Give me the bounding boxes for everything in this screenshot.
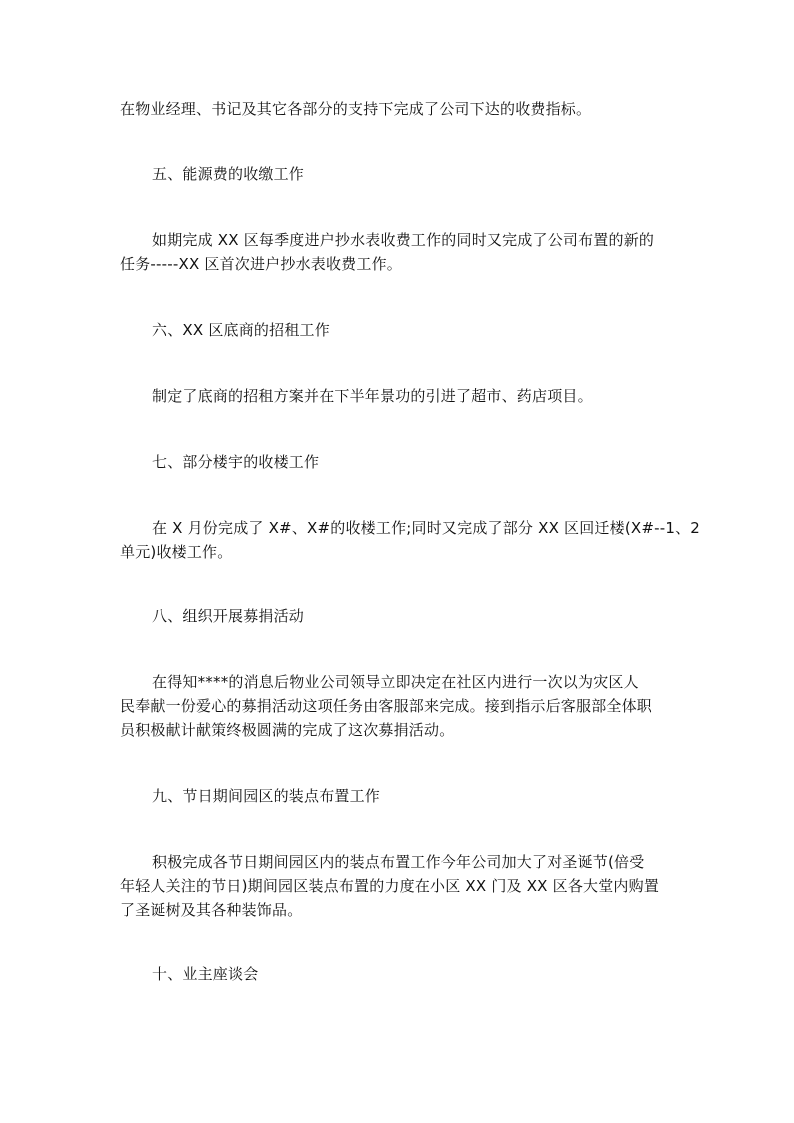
paragraph-donation-line-2: 民奉献一份爱心的募捐活动这项任务由客服部来完成。接到指示后客服部全体职 [120, 697, 653, 715]
paragraph-building-handover-line-2: 单元)收楼工作。 [120, 543, 233, 561]
section-heading-owner-forum: 十、业主座谈会 [152, 965, 259, 983]
paragraph-energy-fee-line-2: 任务-----XX 区首次进户抄水表收费工作。 [120, 255, 402, 273]
paragraph-building-handover-line-1: 在 X 月份完成了 X#、X#的收楼工作;同时又完成了部分 XX 区回迁楼(X#--1、2 [152, 519, 701, 537]
paragraph-holiday-decoration-line-3: 了圣诞树及其各种装饰品。 [120, 901, 303, 919]
section-heading-shop-leasing: 六、XX 区底商的招租工作 [152, 321, 330, 339]
section-heading-holiday-decoration: 九、节日期间园区的装点布置工作 [152, 787, 381, 805]
section-heading-donation: 八、组织开展募捐活动 [152, 607, 305, 625]
paragraph-energy-fee-line-1: 如期完成 XX 区每季度进户抄水表收费工作的同时又完成了公司布置的新的 [152, 231, 655, 249]
paragraph-shop-leasing-line-1: 制定了底商的招租方案并在下半年景功的引进了超市、药店项目。 [152, 387, 593, 405]
intro-paragraph-line: 在物业经理、书记及其它各部分的支持下完成了公司下达的收费指标。 [120, 100, 592, 118]
paragraph-donation-line-1: 在得知****的消息后物业公司领导立即决定在社区内进行一次以为灾区人 [152, 673, 639, 691]
section-heading-building-handover: 七、部分楼宇的收楼工作 [152, 453, 320, 471]
paragraph-holiday-decoration-line-2: 年轻人关注的节日)期间园区装点布置的力度在小区 XX 门及 XX 区各大堂内购置 [120, 877, 660, 895]
section-heading-energy-fee: 五、能源费的收缴工作 [152, 165, 305, 183]
paragraph-holiday-decoration-line-1: 积极完成各节日期间园区内的装点布置工作今年公司加大了对圣诞节(倍受 [152, 853, 645, 871]
paragraph-donation-line-3: 员积极献计献策终极圆满的完成了这次募捐活动。 [120, 721, 455, 739]
